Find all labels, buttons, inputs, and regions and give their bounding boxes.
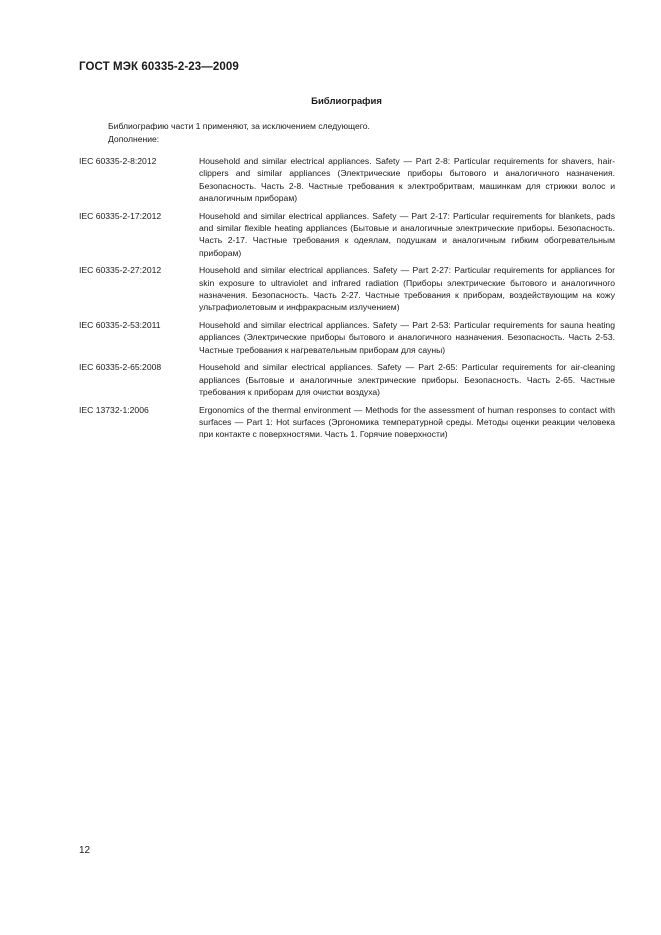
reference-item	[79, 319, 615, 356]
reference-text: Household and similar electrical appliances. Safety — Part 2-53: Particular requirements for sauna heating appliances (Электрические приборы бытового и аналогичного назначения. Безопасность. Часть 2-53. Частные требования к нагревательным приборам для сауны)	[199, 320, 615, 355]
reference-code: IEC 60335-2-17:2012	[79, 210, 162, 221]
reference-item	[79, 264, 615, 313]
reference-text: Ergonomics of the thermal environment — Methods for the assessment of human responses to contact with surfaces — Part 1: Hot surfaces (Эргономика температурной среды. Методы оценки реакции человека при контакте с поверхностями. Часть 1. Горячие поверхности)	[199, 404, 615, 440]
intro-text	[108, 120, 370, 145]
reference-item	[79, 361, 615, 398]
reference-code: IEC 60335-2-65:2008	[79, 362, 162, 373]
reference-code: IEC 60335-2-27:2012	[79, 265, 162, 276]
reference-code: IEC 60335-2-8:2012	[79, 156, 157, 166]
intro-line: Дополнение:	[108, 133, 160, 144]
reference-text: Household and similar electrical appliances. Safety — Part 2-8: Particular requirements for shavers, hair-clippers and similar appliances (Электрические приборы бытового и аналогичного назначения. Безопасность. Часть 2-8. Частные требования к электробритвам, машинкам для стрижки волос и аналогичным приборам)	[199, 156, 615, 203]
reference-text: Household and similar electrical appliances. Safety — Part 2-65: Particular requirements for air-cleaning appliances (Бытовые и аналогичные электрические приборы. Безопасность. Часть 2-65. Частные требования к приборам для очистки воздуха)	[199, 362, 615, 398]
reference-code: IEC 60335-2-53:2011	[79, 320, 161, 331]
reference-item	[79, 155, 615, 204]
reference-item	[79, 404, 615, 441]
intro-line: Библиографию части 1 применяют, за исключением следующего.	[108, 121, 370, 131]
reference-item	[79, 210, 615, 259]
section-title: Библиография	[311, 96, 382, 107]
reference-text: Household and similar electrical appliances. Safety — Part 2-27: Particular requirements for appliances for skin exposure to ultraviolet and infrared radiation (Приборы электрические бытового и аналогичного назначения. Безопасность. Часть 2-27. Частные требования к приборам, воздействующим на кожу ультрафиолетовым и инфракрасным излучением)	[199, 265, 615, 313]
page-number: 12	[79, 845, 91, 856]
reference-text: Household and similar electrical appliances. Safety — Part 2-17: Particular requirements for blankets, pads and similar flexible heating appliances (Бытовые и аналогичные электрические приборы. Безопасность. Часть 2-17. Частные требования к одеялам, подушкам и аналогичным гибким обогревательным приборам)	[199, 210, 615, 258]
document-header: ГОСТ МЭК 60335-2-23—2009	[79, 61, 239, 73]
reference-code: IEC 13732-1:2006	[79, 404, 149, 415]
reference-list	[79, 155, 615, 446]
